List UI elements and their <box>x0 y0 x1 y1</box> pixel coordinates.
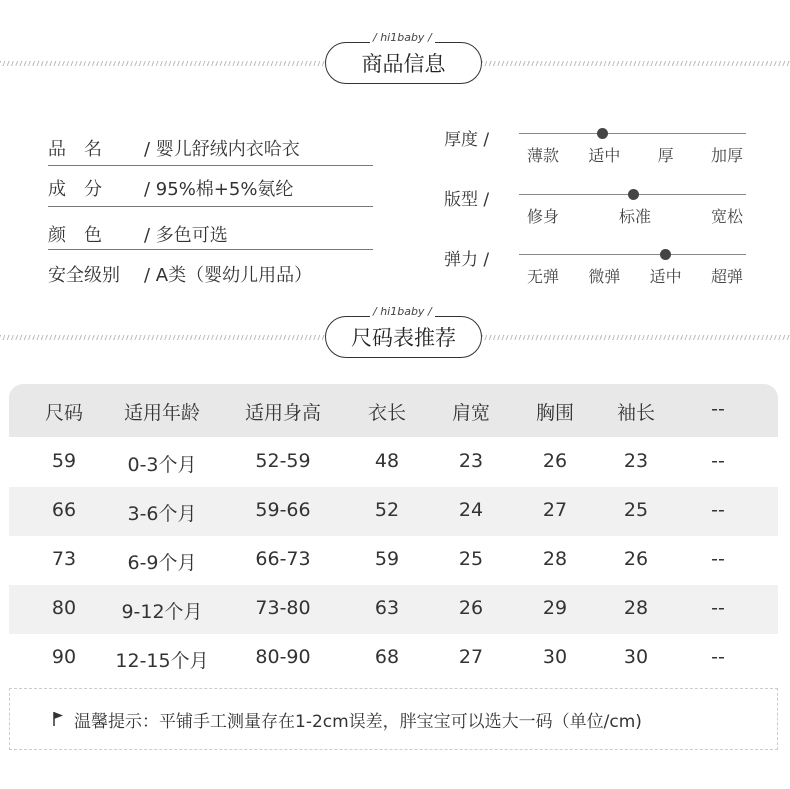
tip-text: 温馨提示：平铺手工测量存在1-2cm误差，胖宝宝可以选大一码（单位/cm) <box>74 711 642 732</box>
table-cell: 59 <box>374 548 400 570</box>
scale-option: 标准 <box>618 207 652 226</box>
table-cell: 63 <box>374 597 400 619</box>
section-title-size-chart <box>325 316 482 358</box>
table-cell: 27 <box>542 499 568 521</box>
table-cell: -- <box>711 548 725 570</box>
table-cell: 3-6个月 <box>127 503 197 525</box>
table-cell: 59-66 <box>255 499 311 521</box>
table-cell: 59 <box>51 450 77 472</box>
table-cell: 80-90 <box>255 646 311 668</box>
tip-box <box>9 688 778 750</box>
table-cell: 66-73 <box>255 548 311 570</box>
scale-option: 微弹 <box>588 267 621 286</box>
section-title-text: 商品信息 <box>361 52 446 76</box>
column-header: 肩宽 <box>451 402 491 424</box>
scale-option: 宽松 <box>710 207 744 226</box>
table-cell: 30 <box>542 646 568 668</box>
table-cell: 25 <box>458 548 484 570</box>
info-divider <box>48 165 373 166</box>
table-cell: 25 <box>623 499 649 521</box>
brand-tag: / hi1baby / <box>370 31 435 44</box>
scale-option: 超弹 <box>710 267 744 286</box>
scale-option: 修身 <box>526 207 560 226</box>
table-cell: 52-59 <box>255 450 311 472</box>
table-cell: -- <box>711 450 725 472</box>
table-cell: -- <box>711 499 725 521</box>
table-cell: 28 <box>623 597 649 619</box>
column-header: -- <box>711 398 725 420</box>
divider-hatch-left <box>0 335 325 340</box>
table-cell: 52 <box>374 499 400 521</box>
table-cell: 0-3个月 <box>127 454 197 476</box>
info-row <box>48 135 373 161</box>
table-cell: 6-9个月 <box>127 552 197 574</box>
info-row <box>48 261 373 287</box>
table-cell: 28 <box>542 548 568 570</box>
info-divider <box>48 249 373 250</box>
column-header: 袖长 <box>616 402 656 424</box>
table-cell: 26 <box>623 548 649 570</box>
table-cell: -- <box>711 597 725 619</box>
section-title-text: 尺码表推荐 <box>351 326 456 350</box>
info-row <box>48 221 373 247</box>
scale-track <box>519 254 746 255</box>
table-cell: 90 <box>51 646 77 668</box>
table-cell: 26 <box>458 597 484 619</box>
scale-option: 无弹 <box>526 267 560 286</box>
table-cell: 73 <box>51 548 77 570</box>
table-cell: 68 <box>374 646 400 668</box>
scale-indicator-dot <box>628 189 639 200</box>
info-value: / 95%棉+5%氨纶 <box>144 179 294 200</box>
scale-option: 薄款 <box>526 146 560 165</box>
table-cell: 23 <box>623 450 649 472</box>
column-header: 衣长 <box>367 402 407 424</box>
table-cell: 24 <box>458 499 484 521</box>
scale-label: 版型 / <box>444 190 490 210</box>
table-cell: 30 <box>623 646 649 668</box>
info-value: / A类（婴幼儿用品） <box>144 265 313 286</box>
scale-option: 适中 <box>649 267 682 286</box>
column-header: 尺码 <box>44 402 84 424</box>
divider-hatch-right <box>482 335 790 340</box>
table-cell: 27 <box>458 646 484 668</box>
table-cell: 29 <box>542 597 568 619</box>
scale-option: 加厚 <box>710 146 744 165</box>
info-value: / 多色可选 <box>144 225 228 246</box>
info-label: 品 名 <box>48 139 102 160</box>
scale-label: 厚度 / <box>444 130 490 150</box>
divider-hatch-right <box>482 61 790 66</box>
divider-hatch-left <box>0 61 325 66</box>
column-header: 胸围 <box>535 402 575 424</box>
info-value: / 婴儿舒绒内衣哈衣 <box>144 139 300 160</box>
info-label: 成 分 <box>48 179 102 200</box>
brand-tag: / hi1baby / <box>370 305 435 318</box>
table-cell: 73-80 <box>255 597 311 619</box>
column-header: 适用身高 <box>244 402 322 424</box>
table-cell: 12-15个月 <box>115 650 209 672</box>
column-header: 适用年龄 <box>123 402 201 424</box>
table-cell: 26 <box>542 450 568 472</box>
table-cell: 48 <box>374 450 400 472</box>
scale-indicator-dot <box>660 249 671 260</box>
table-cell: 66 <box>51 499 77 521</box>
scale-indicator-dot <box>597 128 608 139</box>
scale-track <box>519 133 746 134</box>
scale-option: 厚 <box>657 146 674 165</box>
info-label: 颜 色 <box>48 225 102 246</box>
table-cell: 9-12个月 <box>121 601 203 623</box>
scale-option: 适中 <box>588 146 621 165</box>
info-row <box>48 175 373 201</box>
table-cell: -- <box>711 646 725 668</box>
section-title-product-info <box>325 42 482 84</box>
info-label: 安全级别 <box>48 265 120 286</box>
scale-label: 弹力 / <box>444 250 490 270</box>
table-cell: 23 <box>458 450 484 472</box>
table-cell: 80 <box>51 597 77 619</box>
flag-icon <box>52 711 64 727</box>
info-divider <box>48 206 373 207</box>
